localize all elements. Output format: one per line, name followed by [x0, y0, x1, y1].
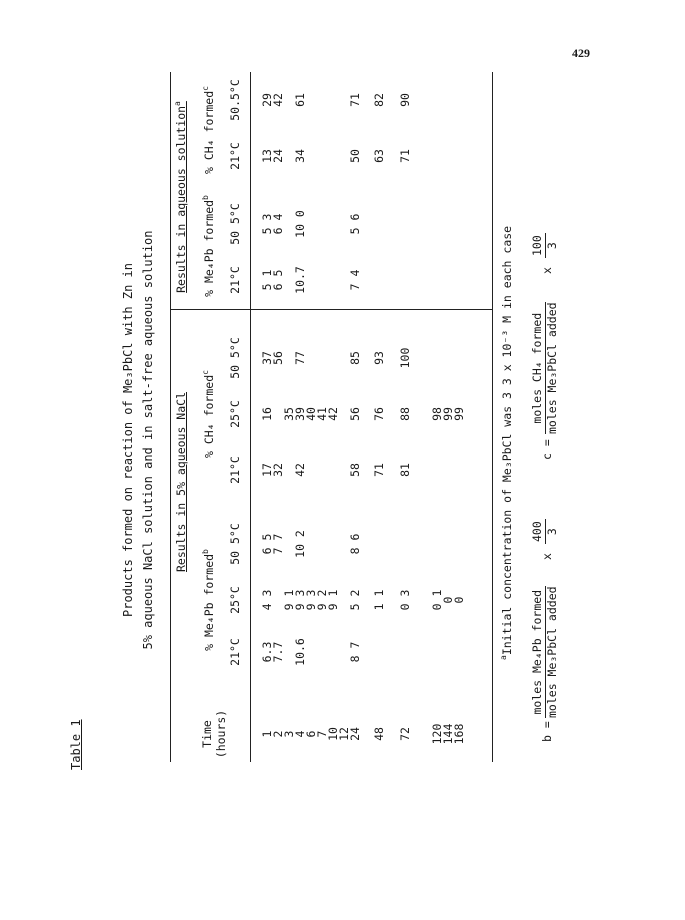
value-cell-a-pb21: 10.7 — [293, 266, 307, 294]
value-cell-n-ch50: 85 — [348, 351, 362, 365]
temp-nacl-ch4-25: 25°C — [228, 400, 242, 428]
footnote-c-factor-num: 100 — [530, 235, 544, 256]
footnote-a-text: Initial concentration of Me₃PbCl was 3 3 x 10⁻³ M in each case — [500, 225, 514, 656]
value-cell-n-pb25: 0 — [441, 596, 455, 604]
value-cell-n-ch21: 42 — [293, 463, 307, 477]
top-rule — [170, 72, 171, 762]
value-cell-a-ch50: 42 — [271, 93, 285, 107]
value-cell-a-ch50: 61 — [293, 93, 307, 107]
value-cell-n-pb25: 9 1 — [326, 589, 340, 611]
value-cell-a-pb50: 10 0 — [293, 210, 307, 238]
temp-nacl-ch4-50: 50 5°C — [228, 337, 242, 379]
value-cell-n-pb25: 0 — [452, 596, 466, 604]
table-title-line2: 5% aqueous NaCl solution and in salt-free aqueous solution — [141, 230, 155, 650]
value-cell-n-pb25: 9 1 — [282, 589, 296, 611]
value-cell-n-ch25: 39 — [293, 407, 307, 421]
temp-nacl-me4pb-25: 25°C — [228, 586, 242, 614]
rotated-table-sheet — [62, 50, 622, 770]
time-cell: 24 — [348, 727, 362, 741]
footnote-b-denominator: moles Me₃PbCl added — [544, 586, 559, 718]
subheader-nacl-ch4 — [201, 370, 216, 458]
value-cell-a-pb50: 6 4 — [271, 213, 285, 235]
value-cell-a-ch21: 71 — [398, 149, 412, 163]
value-cell-n-pb25: 9 2 — [315, 589, 329, 611]
bottom-rule — [492, 72, 493, 762]
group-header-aqueous-sup: a — [173, 101, 183, 106]
value-cell-n-ch25: 35 — [282, 407, 296, 421]
time-cell: 144 — [441, 723, 455, 745]
footnote-b-factor — [532, 519, 558, 544]
time-cell: 12 — [337, 727, 351, 741]
value-cell-n-ch25: 42 — [326, 407, 340, 421]
value-cell-n-pb50: 7 7 — [271, 533, 285, 555]
value-cell-n-pb50: 6 5 — [260, 533, 274, 555]
value-cell-n-pb25: 5 2 — [348, 589, 362, 611]
value-cell-n-pb21: 8 7 — [348, 641, 362, 663]
group-header-aqueous — [173, 101, 188, 293]
subheader-aq-ch4-text: % CH₄ formed — [202, 90, 216, 174]
value-cell-a-ch50: 90 — [398, 93, 412, 107]
footnote-b-factor-num: 400 — [530, 521, 544, 542]
group-separator — [170, 309, 492, 310]
subheader-aq-me4pb-sup: b — [201, 195, 211, 200]
subheader-nacl-ch4-text: % CH₄ formed — [202, 374, 216, 458]
footnote-c-factor-den: 3 — [544, 242, 559, 250]
subheader-aq-ch4-sup: c — [201, 86, 211, 91]
time-cell: 10 — [326, 727, 340, 741]
time-cell: 2 — [271, 730, 285, 738]
value-cell-n-ch50: 56 — [271, 351, 285, 365]
subheader-nacl-me4pb-sup: b — [201, 549, 211, 554]
temp-aq-me4pb-21: 21°C — [228, 266, 242, 294]
value-cell-n-ch25: 16 — [260, 407, 274, 421]
value-cell-n-pb50: 10 2 — [293, 530, 307, 558]
value-cell-a-pb21: 6 5 — [271, 269, 285, 291]
value-cell-a-pb50: 5 3 — [260, 213, 274, 235]
value-cell-a-ch21: 24 — [271, 149, 285, 163]
table-label: Table 1 — [69, 719, 83, 770]
value-cell-n-ch21: 71 — [372, 463, 386, 477]
table-title-line1: Products formed on reaction of Me₃PbCl with Zn in — [121, 262, 135, 618]
value-cell-n-pb21: 6.3 — [260, 641, 274, 663]
subheader-aq-me4pb-text: % Me₄Pb formed — [202, 199, 216, 297]
footnote-b-numerator: moles Me₄Pb formed — [532, 586, 546, 718]
footnote-b-label: b = — [540, 721, 554, 742]
time-header-line2: (hours) — [214, 709, 228, 759]
footnote-a — [499, 225, 514, 660]
temp-nacl-me4pb-50: 50 5°C — [228, 523, 242, 565]
footnote-c-times: x — [540, 267, 554, 274]
value-cell-n-pb25: 9 3 — [304, 589, 318, 611]
value-cell-n-pb21: 10.6 — [293, 638, 307, 666]
temp-nacl-ch4-21: 21°C — [228, 456, 242, 484]
footnote-c-numerator: moles CH₄ formed — [532, 302, 546, 434]
value-cell-n-ch50: 77 — [293, 351, 307, 365]
time-cell: 168 — [452, 723, 466, 745]
footnote-b-factor-den: 3 — [544, 528, 559, 536]
value-cell-a-ch21: 50 — [348, 149, 362, 163]
time-cell: 3 — [282, 730, 296, 738]
value-cell-n-pb25: 4 3 — [260, 589, 274, 611]
value-cell-n-ch50: 100 — [398, 347, 412, 369]
time-cell: 120 — [430, 723, 444, 745]
footnote-a-marker: a — [499, 655, 509, 660]
footnote-b-times: x — [540, 553, 554, 560]
temp-aq-ch4-21: 21°C — [228, 142, 242, 170]
time-cell: 6 — [304, 730, 318, 738]
time-cell: 7 — [315, 730, 329, 738]
subheader-aq-me4pb — [201, 195, 216, 297]
time-header-line1: Time — [200, 720, 214, 748]
subheader-nacl-me4pb — [201, 549, 216, 651]
footnote-c-label: c = — [540, 439, 554, 460]
value-cell-a-ch50: 29 — [260, 93, 274, 107]
time-cell: 4 — [293, 730, 307, 738]
value-cell-n-ch21: 32 — [271, 463, 285, 477]
value-cell-a-pb21: 7 4 — [348, 269, 362, 291]
subheader-nacl-me4pb-text: % Me₄Pb formed — [202, 553, 216, 651]
value-cell-a-ch21: 63 — [372, 149, 386, 163]
value-cell-n-ch50: 93 — [372, 351, 386, 365]
value-cell-a-ch21: 34 — [293, 149, 307, 163]
value-cell-n-ch25: 99 — [452, 407, 466, 421]
value-cell-n-pb25: 0 3 — [398, 589, 412, 611]
value-cell-n-ch21: 58 — [348, 463, 362, 477]
value-cell-n-pb25: 1 1 — [372, 589, 386, 611]
value-cell-n-ch25: 98 — [430, 407, 444, 421]
footnote-c-denominator: moles Me₃PbCl added — [544, 302, 559, 434]
temp-aq-me4pb-50: 50 5°C — [228, 203, 242, 245]
value-cell-n-ch25: 56 — [348, 407, 362, 421]
header-rule — [250, 72, 251, 762]
subheader-aq-ch4 — [201, 86, 216, 174]
value-cell-a-pb21: 5 1 — [260, 269, 274, 291]
value-cell-a-ch50: 71 — [348, 93, 362, 107]
value-cell-a-ch21: 13 — [260, 149, 274, 163]
value-cell-a-pb50: 5 6 — [348, 213, 362, 235]
footnote-b-fraction — [532, 586, 558, 718]
value-cell-n-ch25: 76 — [372, 407, 386, 421]
value-cell-n-ch25: 88 — [398, 407, 412, 421]
time-cell: 48 — [372, 727, 386, 741]
value-cell-n-ch21: 81 — [398, 463, 412, 477]
temp-aq-ch4-50: 50.5°C — [228, 79, 242, 121]
value-cell-n-pb25: 9 3 — [293, 589, 307, 611]
subheader-nacl-ch4-sup: c — [201, 370, 211, 375]
group-header-nacl: Results in 5% aqueous NaCl — [174, 391, 188, 573]
value-cell-n-ch25: 41 — [315, 407, 329, 421]
value-cell-a-ch50: 82 — [372, 93, 386, 107]
footnote-c-fraction — [532, 302, 558, 434]
value-cell-n-ch21: 17 — [260, 463, 274, 477]
value-cell-n-pb21: 7.7 — [271, 641, 285, 663]
group-header-aqueous-text: Results in aqueous solution — [174, 105, 188, 293]
value-cell-n-pb25: 0 1 — [430, 589, 444, 611]
footnote-c-factor — [532, 233, 558, 258]
time-cell: 1 — [260, 730, 274, 738]
value-cell-n-pb50: 8 6 — [348, 533, 362, 555]
value-cell-n-ch50: 37 — [260, 351, 274, 365]
value-cell-n-ch25: 40 — [304, 407, 318, 421]
time-cell: 72 — [398, 727, 412, 741]
value-cell-n-ch25: 99 — [441, 407, 455, 421]
temp-nacl-me4pb-21: 21°C — [228, 638, 242, 666]
page-number: 429 — [572, 46, 590, 60]
